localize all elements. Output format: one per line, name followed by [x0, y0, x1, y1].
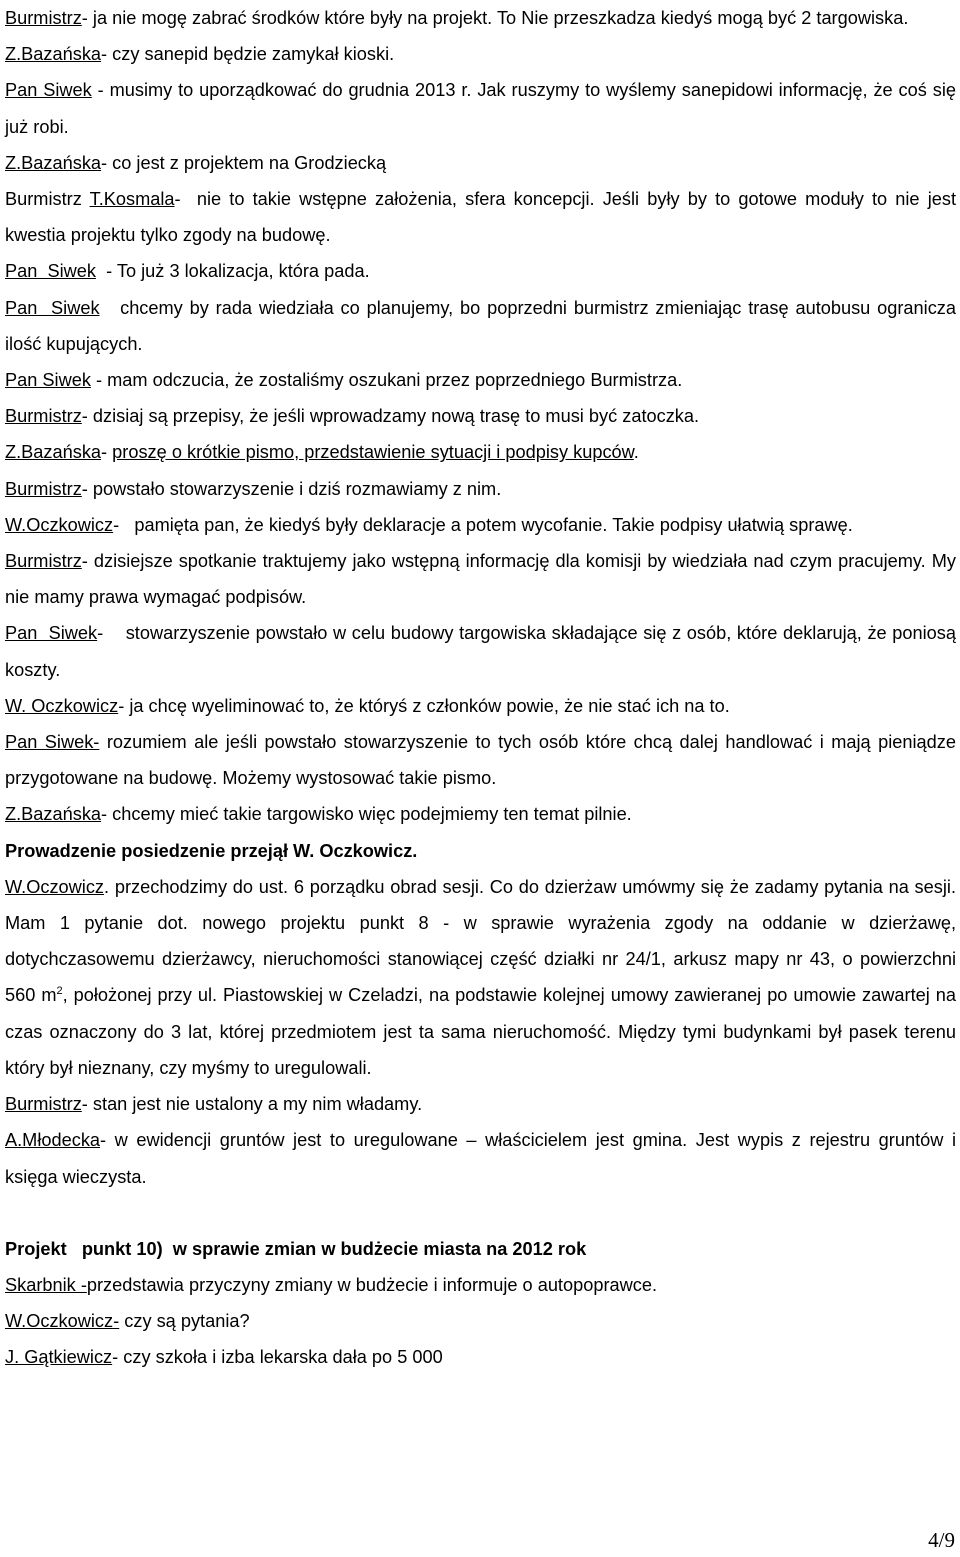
- paragraph: [5, 398, 956, 434]
- speaker-name: Burmistrz: [5, 478, 82, 499]
- speaker-name: Z.Bazańska: [5, 442, 102, 463]
- statement-text: czy sanepid będzie zamykał kioski.: [112, 44, 395, 65]
- speaker-name: Burmistrz: [5, 551, 82, 572]
- statement-text: czy są pytania?: [124, 1311, 250, 1332]
- statement-text: powstało stowarzyszenie i dziś rozmawiamy z nim.: [92, 478, 502, 499]
- statement-text: pamięta pan, że kiedyś były deklaracje a potem wycofanie. Takie podpisy ułatwią sprawę.: [134, 514, 853, 535]
- paragraph: [5, 615, 956, 687]
- statement-text: , położonej przy ul. Piastowskiej w Czeladzi, na podstawie kolejnej umowy zawieranej po umowie zawartej na czas oznaczony do 3 lat, której przedmiotem jest ta sama nieruchomość. Między tymi budynkami był pasek terenu który był nieznany, czy myśmy to uregulowali.: [5, 985, 956, 1078]
- speaker-name: Z.Bazańska: [5, 152, 102, 173]
- speaker-name: T.Kosmala: [89, 189, 175, 210]
- statement-text: musimy to uporządkować do grudnia 2013 r. Jak ruszymy to wyślemy sanepidowi informację, że coś się już robi.: [5, 80, 956, 137]
- separator: -: [97, 623, 126, 644]
- blank-line: [5, 1195, 956, 1231]
- speaker-name: Pan Siwek: [5, 261, 96, 282]
- statement-text: chcemy mieć takie targowisko więc podejmiemy ten temat pilnie.: [112, 804, 632, 825]
- paragraph: [5, 688, 956, 724]
- separator: [100, 298, 121, 318]
- separator: -: [81, 1094, 93, 1115]
- separator: -: [112, 1347, 124, 1368]
- speaker-name: W.Oczkowicz-: [5, 1311, 120, 1332]
- paragraph: [5, 290, 956, 362]
- speaker-name: Burmistrz: [5, 1094, 82, 1115]
- paragraph: [5, 72, 956, 144]
- separator: -: [101, 804, 113, 825]
- paragraph: [5, 181, 956, 253]
- paragraph: [5, 362, 956, 398]
- separator: -: [95, 261, 117, 282]
- statement-text: dzisiejsze spotkanie traktujemy jako wstępną informację dla komisji by wiedziała nad czym pracujemy. My nie mamy prawa wymagać podpisów.: [5, 551, 956, 608]
- separator: -: [101, 44, 113, 65]
- paragraph: [5, 1303, 956, 1339]
- statement-text: przedstawia przyczyny zmiany w budżecie i informuje o autopoprawce.: [86, 1274, 658, 1295]
- document-body: [5, 0, 956, 1376]
- paragraph: [5, 36, 956, 72]
- chair-change-heading: Prowadzenie posiedzenie przejął W. Oczkowicz.: [5, 840, 418, 861]
- separator: [99, 732, 106, 752]
- speaker-name: Z.Bazańska: [5, 44, 102, 65]
- statement-text: mam odczucia, że zostaliśmy oszukani przez poprzedniego Burmistrza.: [107, 370, 683, 391]
- statement-text: .: [633, 442, 639, 463]
- statement-text: dzisiaj są przepisy, że jeśli wprowadzamy nową trasę to musi być zatoczka.: [92, 406, 700, 427]
- statement-text: w ewidencji gruntów jest to uregulowane – właścicielem jest gmina. Jest wypis z rejestru gruntów i księga wieczysta.: [5, 1130, 956, 1187]
- paragraph: [5, 543, 956, 615]
- speaker-name: W.Oczkowicz: [5, 514, 114, 535]
- separator: -: [101, 442, 113, 463]
- separator: -: [118, 695, 130, 716]
- separator: -: [101, 152, 113, 173]
- speaker-name: J. Gątkiewicz: [5, 1347, 113, 1368]
- paragraph: [5, 1122, 956, 1194]
- speaker-name: Pan Siwek: [5, 297, 100, 318]
- separator: -: [113, 514, 135, 535]
- speaker-name: Pan Siwek: [5, 623, 98, 644]
- separator: -: [174, 189, 197, 210]
- statement-text: co jest z projektem na Grodziecką: [112, 152, 387, 173]
- separator: -: [90, 370, 108, 391]
- separator: -: [81, 8, 93, 28]
- statement-text: chcemy by rada wiedziała co planujemy, bo poprzedni burmistrz zmieniając trasę autobusu ogranicza ilość kupujących.: [5, 297, 957, 354]
- paragraph: [5, 796, 956, 832]
- separator: -: [91, 80, 110, 101]
- separator: -: [81, 406, 93, 427]
- paragraph: [5, 869, 956, 1086]
- superscript: 2: [56, 985, 63, 998]
- speaker-name: Pan Siwek: [5, 370, 91, 391]
- underlined-statement: proszę o krótkie pismo, przedstawienie sytuacji i podpisy kupców: [112, 442, 634, 463]
- page-number: 4/9: [928, 1528, 955, 1552]
- paragraph: [5, 1339, 956, 1375]
- paragraph: [5, 0, 956, 36]
- statement-text: ja nie mogę zabrać środków które były na projekt. To Nie przeszkadza kiedyś mogą być 2 targowiska.: [92, 8, 909, 28]
- speaker-name: W.Oczowicz: [5, 876, 105, 897]
- paragraph: [5, 253, 956, 289]
- paragraph: [5, 434, 956, 470]
- statement-text: czy szkoła i izba lekarska dała po 5 000: [123, 1347, 443, 1368]
- separator: -: [81, 551, 94, 572]
- speaker-name: W. Oczkowicz: [5, 695, 119, 716]
- separator: -: [81, 478, 93, 499]
- paragraph: [5, 1086, 956, 1122]
- speaker-name: Pan Siwek: [5, 80, 92, 101]
- statement-text: rozumiem ale jeśli powstało stowarzyszenie to tych osób które chcą dalej handlować i mają pieniądze przygotowane na budowę. Możemy wystosować takie pismo.: [5, 732, 956, 789]
- speaker-prefix: Burmistrz: [5, 189, 90, 210]
- paragraph: [5, 145, 956, 181]
- statement-text: stowarzyszenie powstało w celu budowy targowiska składające się z osób, które deklarują, że poniosą koszty.: [5, 623, 957, 680]
- paragraph: [5, 1267, 956, 1303]
- statement-text: . przechodzimy do ust. 6 porządku obrad sesji. Co do dzierżaw umówmy się że zadamy pytania na sesji. Mam 1 pytanie dot. nowego projektu punkt 8 - w sprawie wyrażenia zgody na oddanie w dzierżawę, dotychczasowemu dzierżawcy, nieruchomości stanowiącej część działki nr 24/1, arkusz mapy nr 43, o powierzchni 560 m: [5, 876, 956, 1006]
- statement-text: ja chcę wyeliminować to, że któryś z członków powie, że nie stać ich na to.: [129, 695, 730, 716]
- speaker-name: Skarbnik -: [5, 1274, 87, 1295]
- statement-text: nie to takie wstępne założenia, sfera koncepcji. Jeśli były by to gotowe moduły to nie jest kwestia projektu tylko zgody na budowę.: [5, 189, 956, 246]
- statement-text: To już 3 lokalizacja, która pada.: [116, 261, 370, 282]
- paragraph: [5, 471, 956, 507]
- paragraph: [5, 724, 956, 796]
- separator: -: [100, 1130, 115, 1151]
- speaker-name: Burmistrz: [5, 8, 82, 28]
- section-heading: Projekt punkt 10) w sprawie zmian w budżecie miasta na 2012 rok: [5, 1238, 587, 1259]
- statement-text: stan jest nie ustalony a my nim władamy.: [92, 1094, 423, 1115]
- speaker-name: A.Młodecka: [5, 1130, 101, 1151]
- paragraph: [5, 507, 956, 543]
- speaker-name: Pan Siwek-: [5, 732, 100, 753]
- speaker-name: Burmistrz: [5, 406, 82, 427]
- speaker-name: Z.Bazańska: [5, 804, 102, 825]
